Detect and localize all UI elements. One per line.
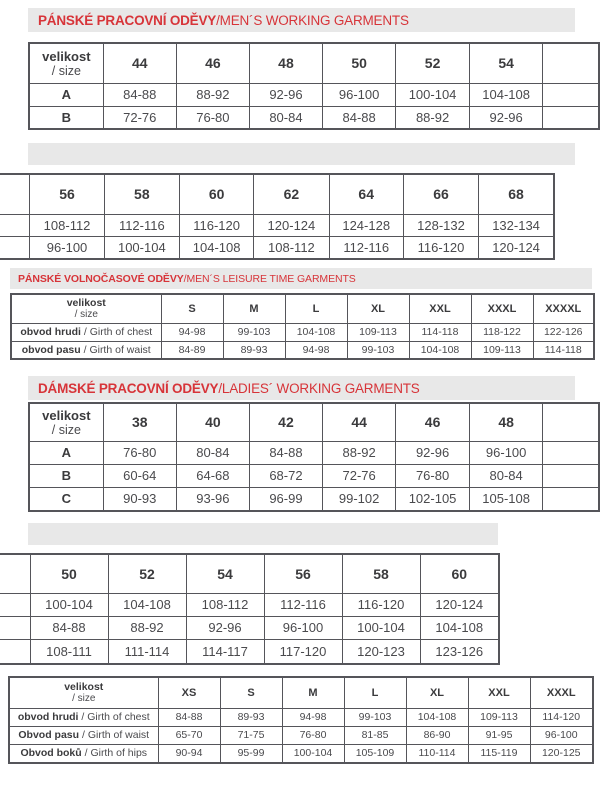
corner-line1: velikost — [42, 407, 91, 423]
size-table — [0, 173, 555, 260]
measurement-cell: 104-108 — [469, 83, 543, 106]
size-header-cell: 42 — [249, 403, 322, 441]
table-row — [0, 616, 499, 639]
row-label-cell — [11, 341, 161, 359]
size-header-cell: XL — [347, 294, 409, 323]
measurement-cell: 89-93 — [223, 341, 285, 359]
measurement-cell: 80-84 — [249, 106, 322, 129]
row-label-english: / Girth of hips — [81, 747, 148, 760]
section-divider-bar — [28, 523, 498, 545]
size-header-cell: 60 — [420, 554, 499, 593]
row-label-english: / Girth of chest — [80, 326, 153, 338]
corner-line1: velikost — [42, 48, 91, 64]
measurement-cell: 76-80 — [103, 441, 176, 464]
measurement-cell: 92-96 — [249, 83, 322, 106]
corner-line2: / size — [51, 63, 81, 78]
measurement-cell: 94-98 — [161, 323, 223, 341]
measurement-cell: 108-112 — [30, 214, 104, 236]
size-header-cell: 48 — [249, 43, 322, 83]
table-row — [29, 464, 599, 487]
size-label-corner-cell — [29, 43, 103, 83]
row-label-czech: Obvod boků — [20, 747, 82, 760]
size-header-cell: 58 — [104, 174, 179, 214]
measurement-cell: 94-98 — [282, 708, 344, 726]
measurement-cell: 96-100 — [30, 236, 104, 259]
row-label-cell: C — [29, 487, 103, 511]
measurement-cell: 86-90 — [406, 726, 468, 744]
size-header-cell: 56 — [30, 174, 104, 214]
measurement-cell: 124-128 — [329, 214, 403, 236]
measurement-cell: 80-84 — [176, 441, 249, 464]
measurement-cell: 96-100 — [469, 441, 543, 464]
measurement-cell: 76-80 — [396, 464, 470, 487]
row-label-cell — [11, 323, 161, 341]
measurement-cell: 96-99 — [249, 487, 322, 511]
size-header-cell: 52 — [108, 554, 186, 593]
clipped-edge-cell — [0, 174, 30, 214]
measurement-cell: 68-72 — [249, 464, 322, 487]
clipped-edge-cell — [543, 43, 599, 83]
measurement-cell: 94-98 — [285, 341, 347, 359]
table-header-row — [11, 294, 594, 323]
size-header-cell: S — [161, 294, 223, 323]
measurement-cell: 91-95 — [468, 726, 530, 744]
measurement-cell: 81-85 — [344, 726, 406, 744]
row-label-czech: Obvod pasu — [18, 729, 80, 741]
measurement-cell: 88-92 — [108, 616, 186, 639]
size-table — [28, 42, 600, 130]
clipped-edge-cell — [543, 464, 599, 487]
size-header-cell: M — [282, 677, 344, 708]
measurement-cell: 71-75 — [220, 726, 282, 744]
measurement-cell: 112-116 — [104, 214, 179, 236]
table-row — [9, 708, 593, 726]
measurement-cell: 120-123 — [342, 639, 420, 664]
size-header-cell: M — [223, 294, 285, 323]
corner-line2: / size — [51, 422, 81, 437]
measurement-cell: 116-120 — [342, 593, 420, 616]
measurement-cell: 116-120 — [179, 214, 253, 236]
measurement-cell: 92-96 — [186, 616, 264, 639]
size-header-cell: 50 — [323, 43, 396, 83]
measurement-cell: 109-113 — [347, 323, 409, 341]
measurement-cell: 128-132 — [403, 214, 478, 236]
row-label-cell: A — [29, 441, 103, 464]
measurement-cell: 104-108 — [409, 341, 471, 359]
measurement-cell: 64-68 — [176, 464, 249, 487]
row-label-cell: B — [29, 106, 103, 129]
measurement-cell: 88-92 — [323, 441, 396, 464]
size-header-cell: XXL — [468, 677, 530, 708]
row-label-cell — [9, 708, 158, 726]
measurement-cell: 104-108 — [285, 323, 347, 341]
clipped-edge-cell — [0, 593, 30, 616]
measurement-cell: 76-80 — [282, 726, 344, 744]
corner-line2: / size — [72, 693, 96, 705]
size-header-cell: 58 — [342, 554, 420, 593]
size-header-cell: 56 — [264, 554, 342, 593]
size-header-cell: 54 — [469, 43, 543, 83]
table-row — [0, 639, 499, 664]
size-label-corner-cell — [9, 677, 158, 708]
measurement-cell: 105-108 — [469, 487, 543, 511]
corner-line1: velikost — [66, 297, 106, 310]
size-header-cell: XXXXL — [533, 294, 594, 323]
measurement-cell: 99-103 — [223, 323, 285, 341]
size-header-cell: 68 — [479, 174, 554, 214]
size-header-cell: XS — [158, 677, 220, 708]
clipped-edge-cell — [0, 616, 30, 639]
measurement-cell: 108-111 — [30, 639, 108, 664]
table-row — [11, 341, 594, 359]
measurement-cell: 116-120 — [403, 236, 478, 259]
table-row — [0, 236, 554, 259]
clipped-edge-cell — [0, 554, 30, 593]
size-header-cell: XL — [406, 677, 468, 708]
section-title-separator: / — [216, 12, 220, 28]
measurement-cell: 96-100 — [323, 83, 396, 106]
measurement-cell: 89-93 — [220, 708, 282, 726]
measurement-cell: 104-108 — [108, 593, 186, 616]
corner-line1: velikost — [64, 681, 104, 694]
size-header-cell: 54 — [186, 554, 264, 593]
measurement-cell: 123-126 — [420, 639, 499, 664]
measurement-cell: 120-124 — [479, 236, 554, 259]
table-header-row — [9, 677, 593, 708]
measurement-cell: 105-109 — [344, 744, 406, 763]
measurement-cell: 102-105 — [396, 487, 470, 511]
row-label-english: / Girth of waist — [80, 343, 151, 356]
measurement-cell: 115-119 — [468, 744, 530, 763]
section-title-separator: / — [183, 272, 187, 285]
clipped-edge-cell — [0, 236, 30, 259]
table-row — [9, 744, 593, 763]
measurement-cell: 99-103 — [344, 708, 406, 726]
section-title-czech: PÁNSKÉ PRACOVNÍ ODĚVY — [38, 12, 217, 28]
row-label-cell — [9, 726, 158, 744]
row-label-czech: obvod pasu — [21, 343, 81, 356]
measurement-cell: 100-104 — [396, 83, 470, 106]
measurement-cell: 100-104 — [30, 593, 108, 616]
size-header-cell: L — [344, 677, 406, 708]
table-header-row — [29, 403, 599, 441]
size-table — [8, 676, 594, 764]
measurement-cell: 104-108 — [179, 236, 253, 259]
measurement-cell: 60-64 — [103, 464, 176, 487]
table-header-row — [0, 554, 499, 593]
measurement-cell: 88-92 — [176, 83, 249, 106]
measurement-cell: 104-108 — [406, 708, 468, 726]
measurement-cell: 109-113 — [471, 341, 533, 359]
clipped-edge-cell — [543, 487, 599, 511]
measurement-cell: 96-100 — [264, 616, 342, 639]
measurement-cell: 132-134 — [479, 214, 554, 236]
measurement-cell: 108-112 — [186, 593, 264, 616]
measurement-cell: 120-125 — [530, 744, 593, 763]
row-label-cell: B — [29, 464, 103, 487]
row-label-czech: obvod hrudi — [17, 711, 79, 723]
section-title-czech: DÁMSKÉ PRACOVNÍ ODĚVY — [38, 380, 219, 396]
size-header-cell: XXXL — [530, 677, 593, 708]
size-header-cell: 66 — [403, 174, 478, 214]
measurement-cell: 117-120 — [264, 639, 342, 664]
section-title-english: LADIES´ WORKING GARMENTS — [221, 380, 420, 396]
size-header-cell: XXL — [409, 294, 471, 323]
clipped-edge-cell — [543, 83, 599, 106]
size-header-cell: S — [220, 677, 282, 708]
measurement-cell: 84-88 — [249, 441, 322, 464]
measurement-cell: 84-89 — [161, 341, 223, 359]
table-row — [29, 106, 599, 129]
corner-line2: / size — [74, 309, 98, 321]
size-table — [28, 402, 600, 512]
measurement-cell: 122-126 — [533, 323, 594, 341]
measurement-cell: 118-122 — [471, 323, 533, 341]
section-title-bar-men-working — [28, 8, 575, 32]
size-header-cell: 64 — [329, 174, 403, 214]
size-header-cell: 44 — [103, 43, 176, 83]
measurement-cell: 104-108 — [420, 616, 499, 639]
table-row — [29, 487, 599, 511]
measurement-cell: 112-116 — [329, 236, 403, 259]
clipped-edge-cell — [0, 639, 30, 664]
size-header-cell: 46 — [176, 43, 249, 83]
measurement-cell: 84-88 — [158, 708, 220, 726]
size-header-cell: 40 — [176, 403, 249, 441]
measurement-cell: 72-76 — [103, 106, 176, 129]
size-label-corner-cell — [29, 403, 103, 441]
measurement-cell: 99-102 — [323, 487, 396, 511]
measurement-cell: 120-124 — [254, 214, 329, 236]
measurement-cell: 84-88 — [323, 106, 396, 129]
size-header-cell: 38 — [103, 403, 176, 441]
measurement-cell: 93-96 — [176, 487, 249, 511]
measurement-cell: 80-84 — [469, 464, 543, 487]
measurement-cell: 100-104 — [104, 236, 179, 259]
clipped-edge-cell — [543, 441, 599, 464]
measurement-cell: 92-96 — [396, 441, 470, 464]
size-header-cell: 50 — [30, 554, 108, 593]
size-label-corner-cell — [11, 294, 161, 323]
measurement-cell: 99-103 — [347, 341, 409, 359]
table-row — [0, 214, 554, 236]
section-title-bar-ladies-working — [28, 376, 575, 400]
size-header-cell: 48 — [469, 403, 543, 441]
measurement-cell: 114-118 — [409, 323, 471, 341]
measurement-cell: 114-118 — [533, 341, 594, 359]
section-title-separator: / — [218, 380, 222, 396]
row-label-english: / Girth of chest — [78, 711, 150, 723]
table-row — [29, 83, 599, 106]
row-label-cell — [9, 744, 158, 763]
size-table — [0, 553, 500, 665]
measurement-cell: 88-92 — [396, 106, 470, 129]
measurement-cell: 114-120 — [530, 708, 593, 726]
table-row — [0, 593, 499, 616]
measurement-cell: 90-94 — [158, 744, 220, 763]
clipped-edge-cell — [0, 214, 30, 236]
row-label-cell: A — [29, 83, 103, 106]
measurement-cell: 112-116 — [264, 593, 342, 616]
measurement-cell: 100-104 — [282, 744, 344, 763]
measurement-cell: 90-93 — [103, 487, 176, 511]
measurement-cell: 84-88 — [103, 83, 176, 106]
measurement-cell: 108-112 — [254, 236, 329, 259]
size-header-cell: L — [285, 294, 347, 323]
table-header-row — [0, 174, 554, 214]
size-header-cell: 62 — [254, 174, 329, 214]
measurement-cell: 114-117 — [186, 639, 264, 664]
measurement-cell: 120-124 — [420, 593, 499, 616]
size-header-cell: XXXL — [471, 294, 533, 323]
measurement-cell: 84-88 — [30, 616, 108, 639]
table-header-row — [29, 43, 599, 83]
row-label-czech: obvod hrudi — [20, 326, 81, 338]
table-row — [9, 726, 593, 744]
section-title-english: MEN´S WORKING GARMENTS — [219, 12, 409, 28]
measurement-cell: 111-114 — [108, 639, 186, 664]
size-header-cell: 46 — [396, 403, 470, 441]
measurement-cell: 95-99 — [220, 744, 282, 763]
measurement-cell: 92-96 — [469, 106, 543, 129]
measurement-cell: 76-80 — [176, 106, 249, 129]
table-row — [11, 323, 594, 341]
table-row — [29, 441, 599, 464]
section-divider-bar — [28, 143, 575, 165]
row-label-english: / Girth of waist — [79, 729, 150, 741]
size-header-cell: 44 — [323, 403, 396, 441]
size-table — [10, 293, 595, 360]
clipped-edge-cell — [543, 106, 599, 129]
measurement-cell: 109-113 — [468, 708, 530, 726]
section-title-czech: PÁNSKÉ VOLNOČASOVÉ ODĚVY — [18, 272, 184, 285]
measurement-cell: 65-70 — [158, 726, 220, 744]
measurement-cell: 96-100 — [530, 726, 593, 744]
measurement-cell: 72-76 — [323, 464, 396, 487]
section-title-bar-men-leisure — [10, 268, 592, 289]
section-title-english: MEN´S LEISURE TIME GARMENTS — [186, 272, 356, 285]
clipped-edge-cell — [543, 403, 599, 441]
measurement-cell: 110-114 — [406, 744, 468, 763]
measurement-cell: 100-104 — [342, 616, 420, 639]
size-header-cell: 52 — [396, 43, 470, 83]
size-header-cell: 60 — [179, 174, 253, 214]
